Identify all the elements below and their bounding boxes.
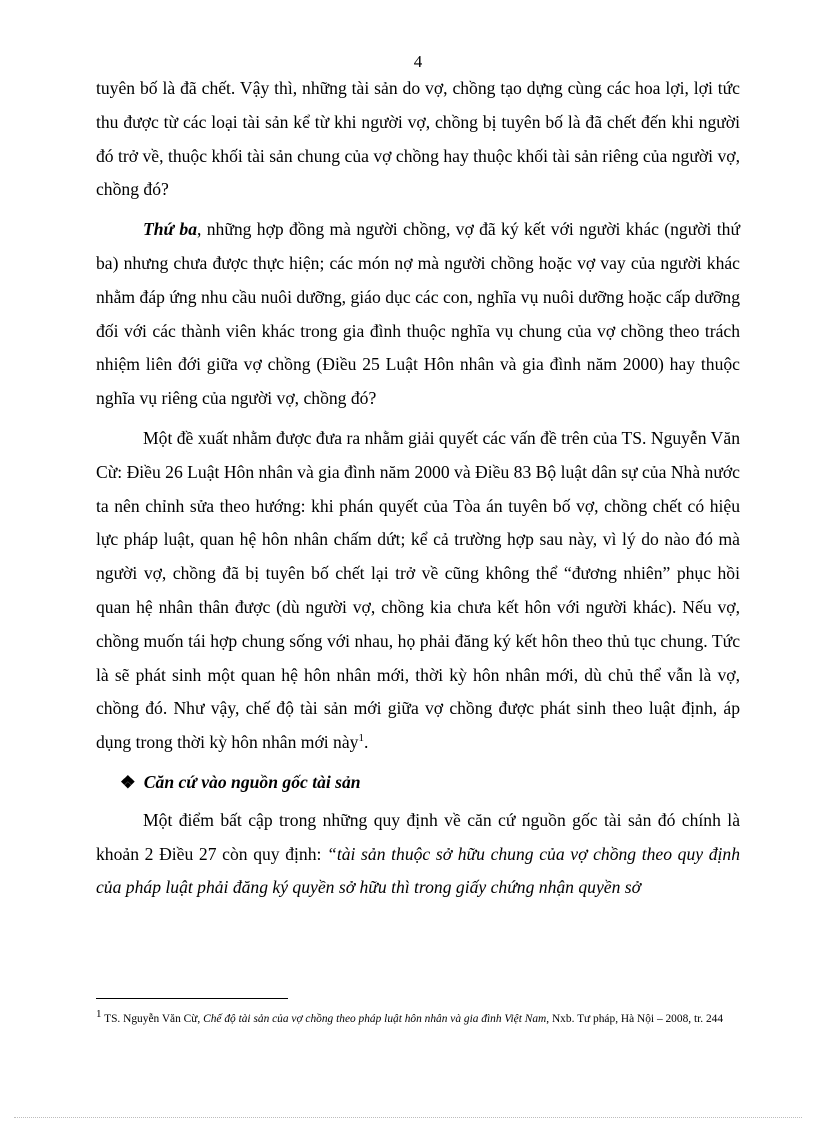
section-heading — [96, 766, 740, 800]
page-number: 4 — [413, 52, 423, 71]
paragraph-4-text: Một điểm bất cập trong những quy định về căn cứ nguồn gốc tài sản đó chính là khoản 2 Điều 27 còn quy định: — [96, 809, 740, 864]
page-bottom-border — [14, 1117, 802, 1118]
footnote-number: 1 — [96, 1008, 102, 1021]
paragraph-1: tuyên bố là đã chết. Vậy thì, những tài sản do vợ, chồng tạo dựng cùng các hoa lợi, lợi tức thu được từ các loại tài sản kể từ khi người vợ, chồng bị tuyên bố là đã chết đến khi người đó trở về, thuộc khối tài sản chung của vợ chồng hay thuộc khối tài sản riêng của người vợ, chồng đó? — [96, 78, 740, 200]
paragraph-3-text: Một đề xuất nhằm được đưa ra nhằm giải quyết các vấn đề trên của TS. Nguyễn Văn Cừ: Điều 26 Luật Hôn nhân và gia đình năm 2000 và Điều 83 Bộ luật dân sự của Nhà nước ta nên chỉnh sửa theo hướng: khi phán quyết của Tòa án tuyên bố vợ, chồng chết có hiệu lực pháp luật, quan hệ hôn nhân chấm dứt; kể cả trường hợp sau này, vì lý do nào đó mà người vợ, chồng đã bị tuyên bố chết lại trở về cũng không thể “đương nhiên” phục hồi quan hệ nhân thân được (dù người vợ, chồng kia chưa kết hôn với người khác). Nếu vợ, chồng muốn tái hợp chung sống với nhau, họ phải đăng ký kết hôn theo thủ tục chung. Tức là sẽ phát sinh một quan hệ hôn nhân mới, thời kỳ hôn nhân mới, dù chủ thể vẫn là vợ, chồng đó. Như vậy, chế độ tài sản mới giữa vợ chồng được phát sinh theo luật định, áp dụng trong thời kỳ hôn nhân mới này — [96, 427, 740, 753]
paragraph-3 — [96, 422, 740, 760]
footnote-reference: 1 — [358, 732, 364, 745]
section-heading-text: Căn cứ vào nguồn gốc tài sản — [143, 771, 361, 792]
paragraph-2-text: , những hợp đồng mà người chồng, vợ đã ký kết với người khác (người thứ ba) nhưng chưa được thực hiện; các món nợ mà người chồng hoặc vợ vay của người khác nhằm đáp ứng nhu cầu nuôi dưỡng, giáo dục các con, nghĩa vụ nuôi dưỡng hoặc cấp dưỡng đối với các thành viên khác trong gia đình thuộc nghĩa vụ chung của vợ chồng theo trách nhiệm liên đới giữa vợ chồng (Điều 25 Luật Hôn nhân và gia đình năm 2000) hay thuộc nghĩa vụ riêng của người vợ, chồng đó? — [96, 219, 740, 409]
footnote-author: TS. Nguyễn Văn Cừ, — [101, 1013, 204, 1025]
diamond-bullet-icon: ❖ — [120, 771, 136, 792]
paragraph-4 — [96, 804, 740, 905]
paragraph-3-end: . — [363, 732, 369, 753]
footnote-publisher: , Nxb. Tư pháp, Hà Nội – 2008, tr. 244 — [546, 1013, 724, 1025]
footnote — [96, 1008, 740, 1028]
paragraph-2 — [96, 213, 740, 416]
footnote-title: Chế độ tài sản của vợ chồng theo pháp luật hôn nhân và gia đình Việt Nam — [203, 1013, 547, 1025]
paragraph-2-lead: Thứ ba — [143, 219, 197, 240]
footnote-separator — [96, 998, 288, 999]
document-body — [96, 72, 740, 911]
paragraph-4-quote: “tài sản thuộc sở hữu chung của vợ chồng theo quy định của pháp luật phải đăng ký quyền sở hữu thì trong giấy chứng nhận quyền sở — [96, 843, 740, 898]
